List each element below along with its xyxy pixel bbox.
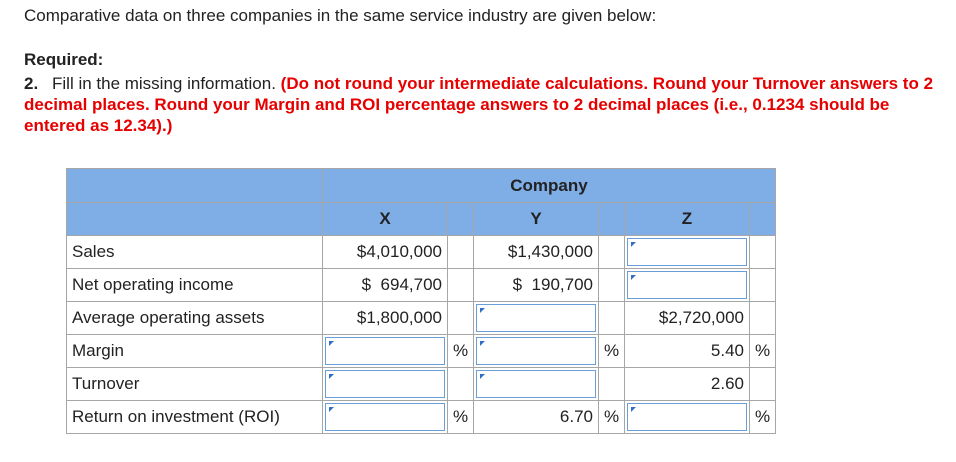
input-marker-icon [631, 407, 636, 412]
header-unit-cell [599, 203, 625, 236]
unit-cell: % [599, 401, 625, 434]
company-data-table [66, 168, 776, 434]
question-instructions: (Do not round your intermediate calculations. Round your Turnover answers to 2 decimal places. Round your Margin and ROI percentage answers to 2 decimal places (i.e., 0.1234 should be entered as 12.34).) [24, 74, 934, 135]
input-marker-icon [329, 374, 334, 379]
header-unit-cell [750, 203, 776, 236]
company-z-value-cell [625, 269, 750, 302]
unit-cell [599, 302, 625, 335]
table-row [67, 302, 776, 335]
company-names-row [67, 203, 776, 236]
answer-input-company-z[interactable] [627, 238, 747, 266]
company-group-header: Company [323, 169, 776, 203]
company-x-header: X [323, 203, 448, 236]
unit-cell [599, 236, 625, 269]
answer-input-company-z[interactable] [627, 271, 747, 299]
unit-cell [750, 236, 776, 269]
company-z-value-cell [625, 401, 750, 434]
unit-cell: % [448, 401, 474, 434]
table-row [67, 401, 776, 434]
header-unit-cell [448, 203, 474, 236]
input-marker-icon [631, 275, 636, 280]
table-row [67, 269, 776, 302]
unit-cell [448, 368, 474, 401]
question-prompt: Fill in the missing information. [52, 74, 276, 93]
answer-input-company-x[interactable] [325, 337, 445, 365]
company-z-value: $2,720,000 [625, 302, 750, 335]
table-header-row [67, 169, 776, 203]
row-label: Average operating assets [67, 302, 323, 335]
unit-cell [448, 236, 474, 269]
input-marker-icon [480, 341, 485, 346]
company-y-header: Y [474, 203, 599, 236]
answer-input-company-y[interactable] [476, 304, 596, 332]
company-y-value-cell [474, 335, 599, 368]
question-number: 2. [24, 74, 39, 93]
answer-input-company-y[interactable] [476, 370, 596, 398]
unit-cell [750, 368, 776, 401]
table-row [67, 236, 776, 269]
company-y-value-cell [474, 302, 599, 335]
unit-cell [448, 269, 474, 302]
company-x-value-cell [323, 335, 448, 368]
company-y-value: 6.70 [474, 401, 599, 434]
company-y-value: $1,430,000 [474, 236, 599, 269]
company-z-header: Z [625, 203, 750, 236]
unit-cell [599, 368, 625, 401]
header-empty-cell [67, 203, 323, 236]
input-marker-icon [631, 242, 636, 247]
input-marker-icon [480, 374, 485, 379]
answer-input-company-x[interactable] [325, 403, 445, 431]
unit-cell: % [599, 335, 625, 368]
intro-text: Comparative data on three companies in the same service industry are given below: [24, 6, 657, 25]
company-z-value: 5.40 [625, 335, 750, 368]
row-label: Margin [67, 335, 323, 368]
answer-input-company-z[interactable] [627, 403, 747, 431]
answer-input-company-y[interactable] [476, 337, 596, 365]
unit-cell [599, 269, 625, 302]
company-x-value-cell [323, 401, 448, 434]
company-z-value: 2.60 [625, 368, 750, 401]
input-marker-icon [480, 308, 485, 313]
company-z-value-cell [625, 236, 750, 269]
company-x-value-cell [323, 368, 448, 401]
question-text [24, 73, 949, 136]
unit-cell [750, 302, 776, 335]
required-label: Required: [24, 50, 104, 69]
row-label: Turnover [67, 368, 323, 401]
unit-cell: % [750, 335, 776, 368]
unit-cell: % [750, 401, 776, 434]
row-label: Net operating income [67, 269, 323, 302]
unit-cell [448, 302, 474, 335]
unit-cell [750, 269, 776, 302]
company-x-value: $ 694,700 [323, 269, 448, 302]
company-x-value: $1,800,000 [323, 302, 448, 335]
row-label: Sales [67, 236, 323, 269]
company-x-value: $4,010,000 [323, 236, 448, 269]
company-y-value-cell [474, 368, 599, 401]
input-marker-icon [329, 407, 334, 412]
table-row [67, 368, 776, 401]
header-empty-cell [67, 169, 323, 203]
row-label: Return on investment (ROI) [67, 401, 323, 434]
company-y-value: $ 190,700 [474, 269, 599, 302]
unit-cell: % [448, 335, 474, 368]
table-row [67, 335, 776, 368]
answer-input-company-x[interactable] [325, 370, 445, 398]
input-marker-icon [329, 341, 334, 346]
